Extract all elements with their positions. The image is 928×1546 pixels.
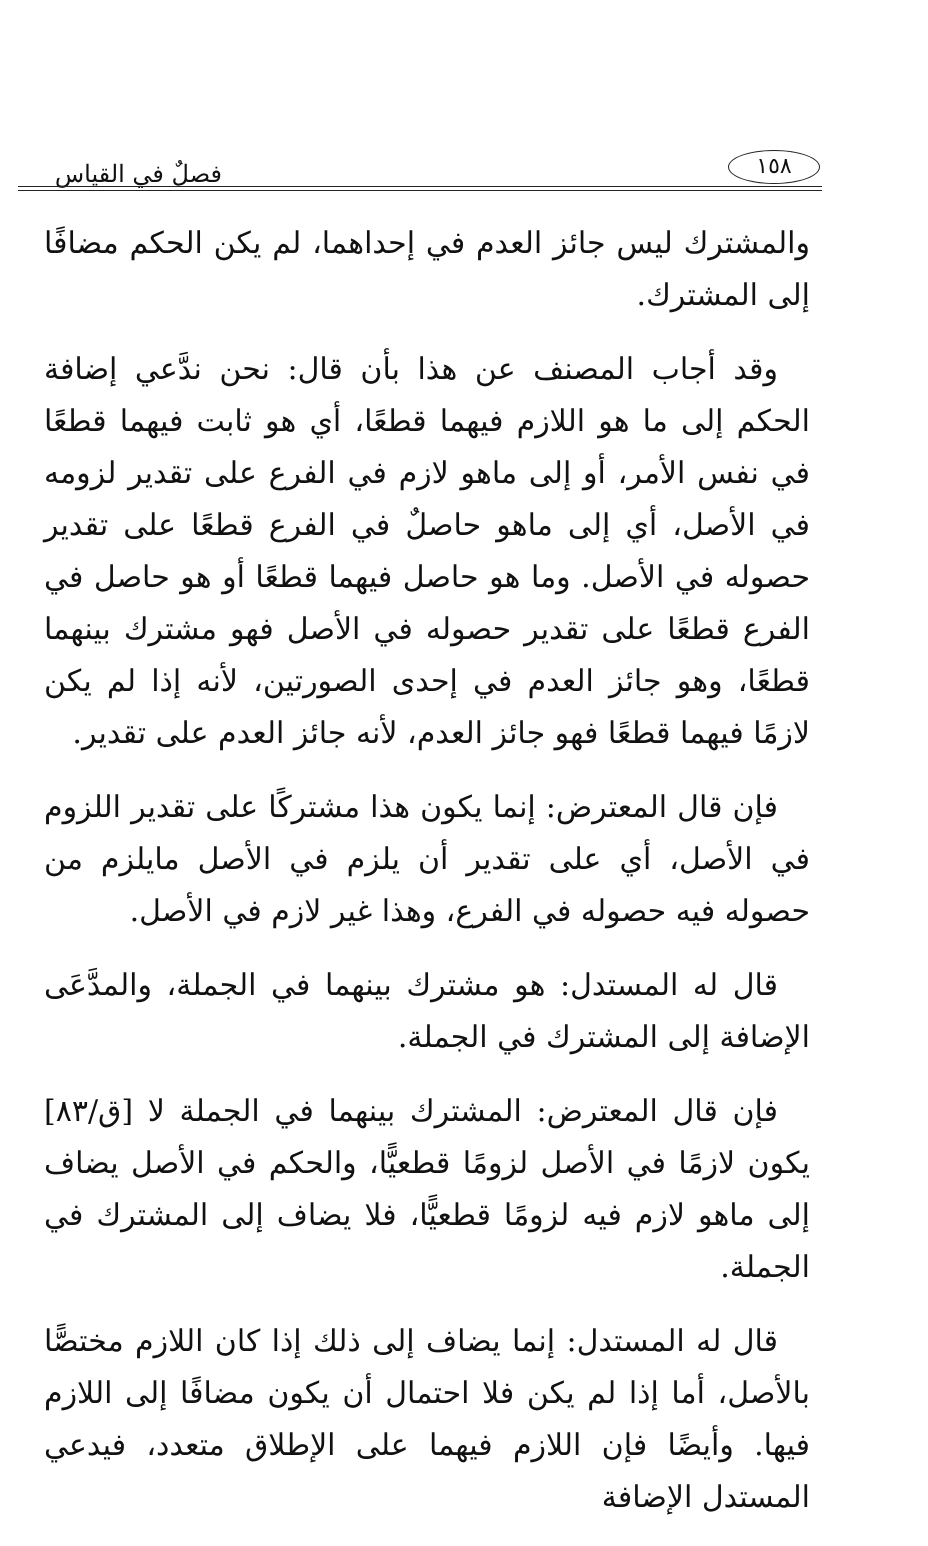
chapter-title: فصلٌ في القياس [54,160,222,188]
paragraph-4: قال له المستدل: هو مشترك بينهما في الجملة، والمدَّعَى الإضافة إلى المشترك في الجملة. [44,968,810,1055]
page-body [44,218,810,1546]
paragraph-3: فإن قال المعترض: إنما يكون هذا مشتركًا على تقدير اللزوم في الأصل، أي على تقدير أن يلزم في الأصل مايلزم من حصوله فيه حصوله في الفرع، وهذا غير لازم في الأصل. [44,790,810,929]
header-divider-thin [18,190,822,191]
running-header [18,140,822,192]
paragraph-2: وقد أجاب المصنف عن هذا بأن قال: نحن ندَّعي إضافة الحكم إلى ما هو اللازم فيهما قطعًا، أي هو ثابت فيهما قطعًا في نفس الأمر، أو إلى ماهو لازم في الفرع على تقدير لزومه في الأصل، أي إلى ماهو حاصلٌ في الفرع قطعًا على تقدير حصوله في الأصل. وما هو حاصل فيهما قطعًا أو هو حاصل في الفرع قطعًا على تقدير حصوله في الأصل فهو مشترك بينهما قطعًا، وهو جائز العدم في إحدى الصورتين، لأنه إذا لم يكن لازمًا فيهما قطعًا فهو جائز العدم، لأنه جائز العدم على تقدير. [44,352,810,751]
page-number: ١٥٨ [728,150,820,184]
paragraph-6: قال له المستدل: إنما يضاف إلى ذلك إذا كان اللازم مختصًّا بالأصل، أما إذا لم يكن فلا احتمال أن يكون مضافًا إلى اللازم فيها. وأيضًا فإن اللازم فيهما على الإطلاق متعدد، فيدعي المستدل الإضافة [44,1324,810,1515]
paragraph-5: فإن قال المعترض: المشترك بينهما في الجملة لا [ق/٨٣] يكون لازمًا في الأصل لزومًا قطعيًّا، والحكم في الأصل يضاف إلى ماهو لازم فيه لزومًا قطعيًّا، فلا يضاف إلى المشترك في الجملة. [44,1094,810,1285]
paragraph-1: والمشترك ليس جائز العدم في إحداهما، لم يكن الحكم مضافًا إلى المشترك. [44,226,810,313]
header-divider [18,186,822,187]
